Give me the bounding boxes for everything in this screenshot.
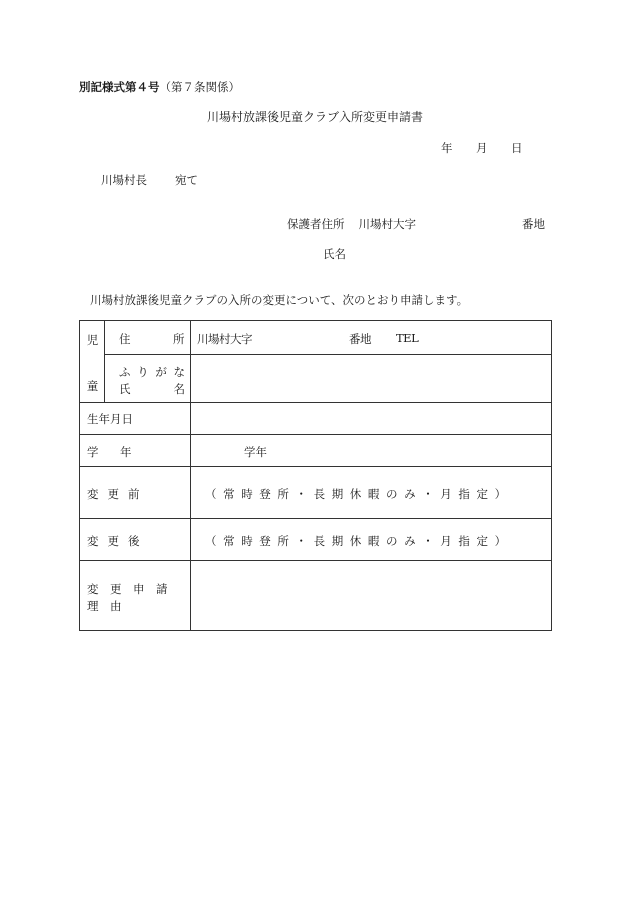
guardian-address-label: 保護者住所 (287, 217, 345, 231)
before-options-field[interactable] (191, 467, 552, 519)
birth-date-field[interactable] (191, 403, 552, 435)
grade-label-cell: 学 年 (80, 435, 191, 467)
document-title: 川場村放課後児童クラブ入所変更申請書 (206, 110, 423, 124)
child-label-cell (80, 321, 105, 403)
application-table (79, 320, 552, 631)
addressee (101, 172, 198, 188)
before-options: （常時登所・長期休暇のみ・月指定） (205, 487, 513, 501)
guardian-name-label: 氏名 (323, 247, 346, 261)
before-label-cell (80, 467, 191, 519)
guardian-address (287, 216, 416, 232)
grade-unit: 学年 (244, 445, 267, 459)
before-label: 変更前 (87, 487, 149, 501)
guardian-address-value: 川場村大字 (358, 217, 416, 231)
form-article-ref: （第７条関係） (159, 80, 240, 94)
date-month: 月 (476, 141, 488, 155)
reason-label-2: 理 由 (87, 599, 122, 613)
reason-label-1: 変 更 申 請 (87, 582, 168, 596)
address-value: 川場村大字 (197, 332, 252, 346)
after-label: 変更後 (87, 534, 149, 548)
date-day: 日 (511, 141, 523, 155)
child-label-1: 児 (86, 333, 99, 347)
address-value-cell[interactable] (191, 321, 552, 355)
intro-text: 川場村放課後児童クラブの入所の変更について、次のとおり申請します。 (90, 293, 469, 307)
child-name-field[interactable] (191, 355, 552, 403)
address-label-cell: 住 所 (105, 321, 191, 355)
after-options: （常時登所・長期休暇のみ・月指定） (205, 534, 513, 548)
address-banchi: 番地 (349, 332, 371, 346)
addressee-suffix: 宛て (175, 173, 198, 187)
child-label-2: 童 (86, 379, 99, 393)
after-options-field[interactable] (191, 519, 552, 561)
address-tel: TEL (396, 331, 419, 345)
grade-field[interactable] (191, 435, 552, 467)
addressee-name: 川場村長 (101, 173, 147, 187)
form-number: 別記様式第４号 (79, 80, 160, 94)
furigana-name-label-cell: ふ り が な 氏 名 (105, 355, 191, 403)
reason-field[interactable] (191, 561, 552, 631)
form-identifier (79, 79, 240, 95)
guardian-banchi: 番地 (522, 217, 545, 231)
reason-label-cell (80, 561, 191, 631)
birth-label: 生年月日 (87, 411, 133, 426)
after-label-cell (80, 519, 191, 561)
birth-label-cell (80, 403, 191, 435)
date-year: 年 (441, 141, 453, 155)
